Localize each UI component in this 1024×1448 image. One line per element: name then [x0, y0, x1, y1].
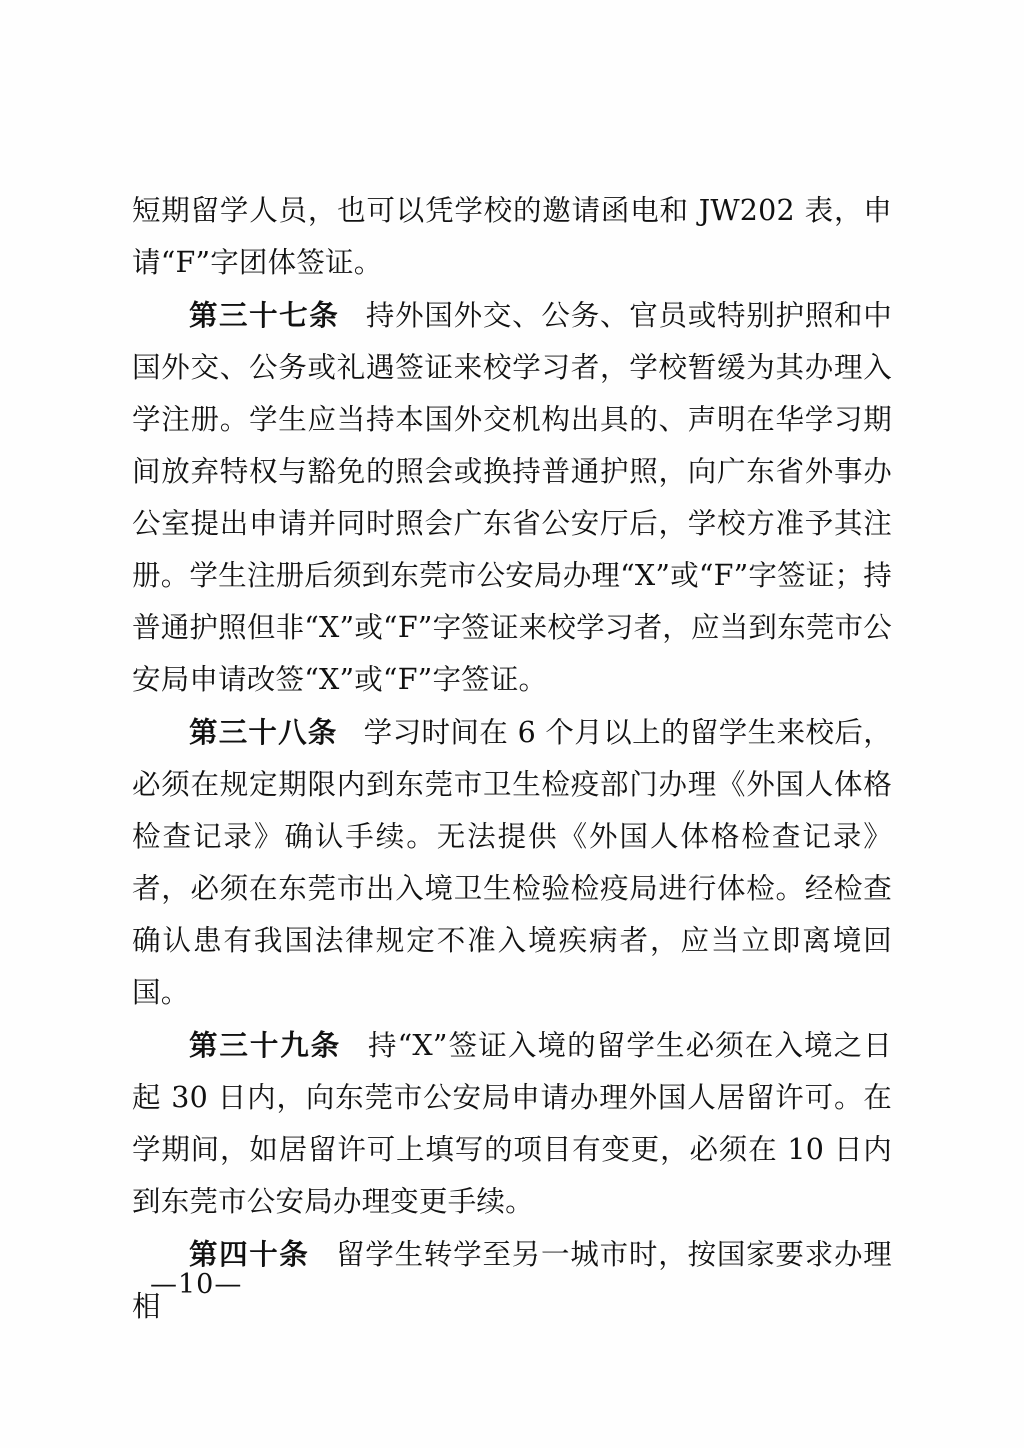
- article-body-40: 留学生转学至另一城市时，按国家要求办理相: [132, 1238, 892, 1323]
- article-body-37: 持外国外交、公务、官员或特别护照和中国外交、公务或礼遇签证来校学习者，学校暂缓为其办理入学注册。学生应当持本国外交机构出具的、声明在华学习期间放弃特权与豁免的照会或换持普通护照，向广东省外事办公室提出申请并同时照会广东省公安厅后，学校方准予其注册。学生注册后须到东莞市公安局办理“X”或“F”字签证；持普通护照但非“X”或“F”字签证来校学习者，应当到东莞市公安局申请改签“X”或“F”字签证。: [132, 299, 892, 696]
- paragraph-article-38: [132, 706, 892, 1019]
- article-body-38: 学习时间在 6 个月以上的留学生来校后，必须在规定期限内到东莞市卫生检疫部门办理《外国人体格检查记录》确认手续。无法提供《外国人体格检查记录》者，必须在东莞市出入境卫生检验检疫局进行体检。经检查确认患有我国法律规定不准入境疾病者，应当立即离境回国。: [132, 716, 892, 1009]
- paragraph-article-40: [132, 1228, 892, 1333]
- article-label-40: 第四十条: [189, 1237, 310, 1271]
- article-label-38: 第三十八条: [189, 715, 338, 749]
- article-body-39: 持“X”签证入境的留学生必须在入境之日起 30 日内，向东莞市公安局申请办理外国人居留许可。在学期间，如居留许可上填写的项目有变更，必须在 10 日内到东莞市公安局办理变更手续。: [132, 1029, 892, 1218]
- paragraph-continuation: 短期留学人员，也可以凭学校的邀请函电和 JW202 表，申请“F”字团体签证。: [132, 194, 892, 279]
- article-label-37: 第三十七条: [189, 298, 340, 332]
- paragraph-article-37: [132, 289, 892, 706]
- paragraph-article-39: [132, 1019, 892, 1228]
- page-body: [132, 185, 892, 1333]
- page-number: —10—: [150, 1269, 243, 1300]
- article-label-39: 第三十九条: [189, 1028, 342, 1062]
